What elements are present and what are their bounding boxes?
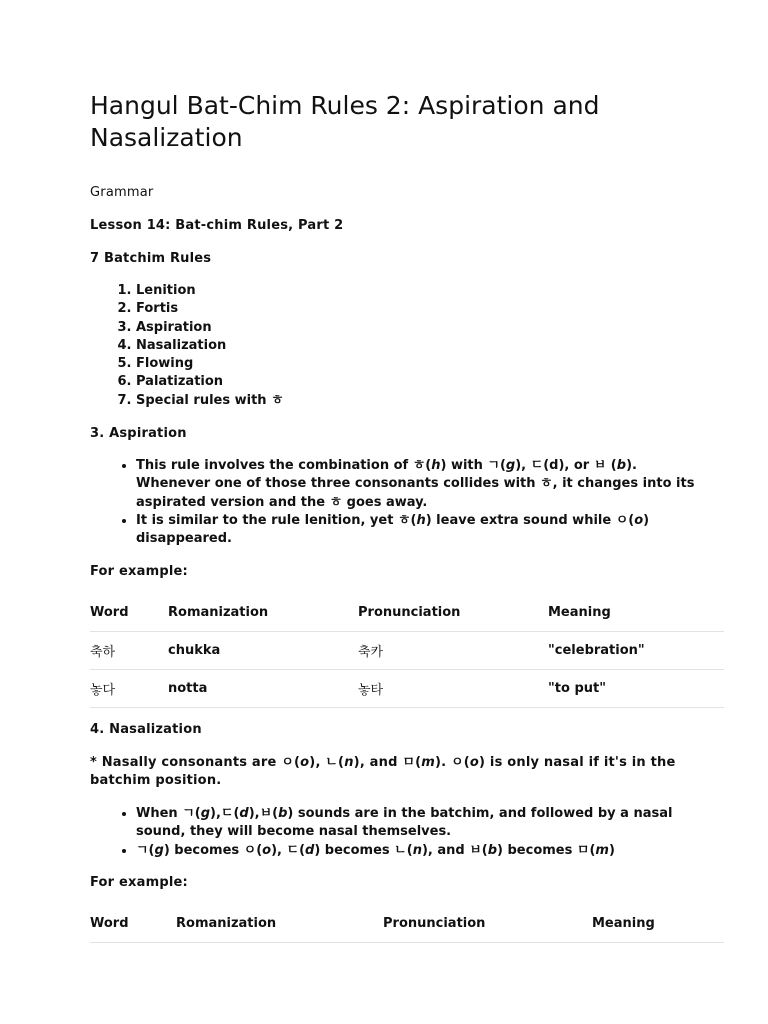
column-header: Romanization bbox=[176, 916, 277, 931]
example-label: For example: bbox=[90, 875, 188, 890]
category-label: Grammar bbox=[90, 185, 154, 200]
column-header: Pronunciation bbox=[358, 605, 461, 620]
nasalization-intro: * Nasally consonants are ㅇ(o), ㄴ(n), and ㅁ(m). ㅇ(o) is only nasal if it's in the batchim position. bbox=[90, 755, 676, 788]
table-row bbox=[90, 632, 724, 670]
rule-item: 4. Nasalization bbox=[136, 337, 284, 355]
table-cell: "celebration" bbox=[548, 643, 645, 658]
aspiration-table bbox=[90, 594, 724, 708]
rule-item: 3. Aspiration bbox=[136, 319, 284, 337]
aspiration-heading: 3. Aspiration bbox=[90, 426, 187, 441]
table-cell: 축하 bbox=[90, 645, 116, 660]
rule-item: 6. Palatization bbox=[136, 373, 284, 391]
nasalization-bullets bbox=[90, 805, 696, 860]
table-row bbox=[90, 670, 724, 708]
rules-heading: 7 Batchim Rules bbox=[90, 251, 212, 266]
rules-list bbox=[90, 282, 284, 410]
column-header: Word bbox=[90, 605, 129, 620]
list-item: • This rule involves the combination of ㅎ(h) with ㄱ(g), ㄷ(d), or ㅂ (b). Whenever one of those three consonants collides with ㅎ, it changes into its aspirated version and the ㅎ goes away. bbox=[136, 457, 696, 512]
rule-item: 1. Lenition bbox=[136, 282, 284, 300]
column-header: Word bbox=[90, 916, 129, 931]
list-item: • It is similar to the rule lenition, yet ㅎ(h) leave extra sound while ㅇ(o) disappeared. bbox=[136, 512, 696, 549]
rule-item: 5. Flowing bbox=[136, 355, 284, 373]
table-cell: "to put" bbox=[548, 681, 606, 696]
table-cell: 축카 bbox=[358, 645, 384, 660]
page-title: Hangul Bat-Chim Rules 2: Aspiration and Nasalization bbox=[90, 91, 600, 152]
rule-item: 7. Special rules with ㅎ bbox=[136, 392, 284, 410]
column-header: Meaning bbox=[548, 605, 611, 620]
example-label: For example: bbox=[90, 564, 188, 579]
table-cell: notta bbox=[168, 681, 208, 696]
nasalization-heading: 4. Nasalization bbox=[90, 722, 202, 737]
table-header-row bbox=[90, 905, 724, 943]
list-item: • ㄱ(g) becomes ㅇ(o), ㄷ(d) becomes ㄴ(n), and ㅂ(b) becomes ㅁ(m) bbox=[136, 842, 696, 860]
list-item: • When ㄱ(g),ㄷ(d),ㅂ(b) sounds are in the batchim, and followed by a nasal sound, they will become nasal themselves. bbox=[136, 805, 696, 842]
table-header-row bbox=[90, 594, 724, 632]
nasalization-table bbox=[90, 905, 724, 943]
column-header: Pronunciation bbox=[383, 916, 486, 931]
column-header: Romanization bbox=[168, 605, 269, 620]
column-header: Meaning bbox=[592, 916, 655, 931]
table-cell: chukka bbox=[168, 643, 221, 658]
table-cell: 놓타 bbox=[358, 683, 384, 698]
lesson-title: Lesson 14: Bat-chim Rules, Part 2 bbox=[90, 218, 344, 233]
table-cell: 놓다 bbox=[90, 683, 116, 698]
aspiration-bullets bbox=[90, 457, 696, 548]
rule-item: 2. Fortis bbox=[136, 300, 284, 318]
